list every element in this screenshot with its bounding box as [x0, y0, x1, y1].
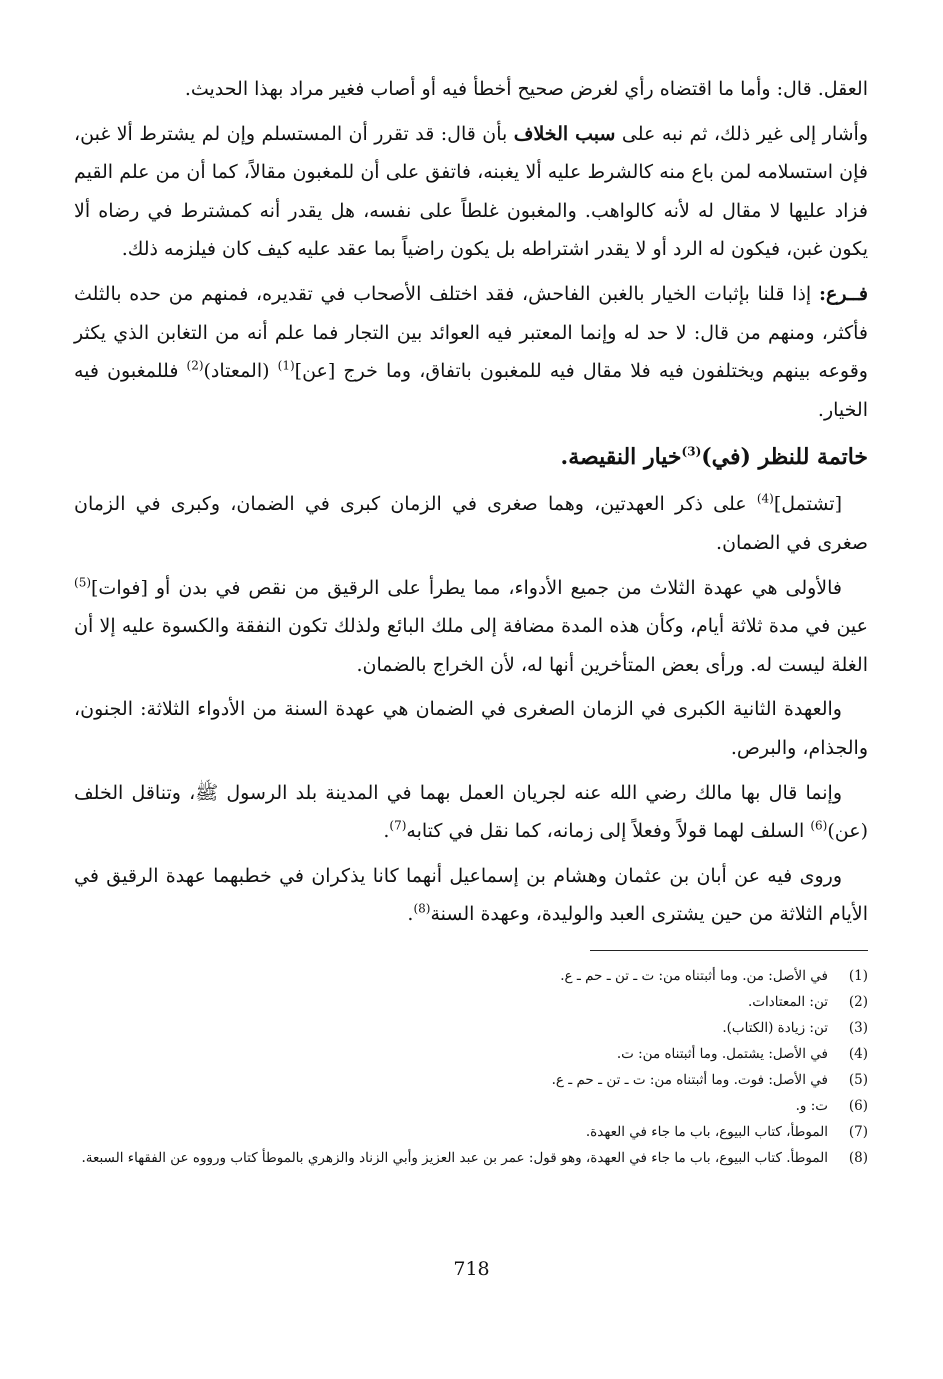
- footnote-text: تن: زيادة (الكتاب).: [722, 1020, 828, 1036]
- footnote-marker-1: (1): [277, 358, 295, 373]
- paragraph-1-text: العقل. قال: وأما ما اقتضاه رأي لغرض صحيح أخطأ فيه أو أصاب فغير مراد بهذا الحديث.: [184, 78, 868, 100]
- paragraph-3-bold-term: فــرع:: [818, 282, 868, 305]
- paragraph-8-text-a: وروى فيه عن أبان بن عثمان وهشام بن إسماعيل أنهما كانا يذكران في خطبهما عهدة الرقيق في الأيام الثلاثة من حين يشترى العبد والوليدة، وعهدة السنة: [74, 864, 868, 926]
- footnote-item: [74, 1067, 868, 1093]
- footnote-marker-6: (6): [810, 818, 828, 833]
- paragraph-5-text-b: عين في مدة ثلاثة أيام، وكأن هذه المدة مضافة إلى ملك البائع ولذلك تكون النفقة والكسوة عليه إلا أن الغلة ليست له. ورأى بعض المتأخرين أنها له، لأن الخراج بالضمان.: [74, 615, 868, 676]
- paragraph-2-text-b: بأن قال: قد تقرر أن المستسلم وإن لم يشترط ألا غبن، فإن استسلامه لمن باع منه كالشرط عليه ألا يغبنه، فاتفق على أن للمغبون مقالاً، كما أن من علم القيم فزاد عليها لا مقال له لأنه كالواهب. والمغبون غلطاً على نفسه، هل يقدر أنه كمشترط في رضاه ألا يكون غبن، فيكون له الرد أو لا يقدر اشتراطه بل يكون راضياً بما عقد عليه كيف كان فيلزمه ذلك.: [74, 122, 868, 261]
- footnote-marker-8: (8): [413, 901, 431, 916]
- footnote-text: الموطأ. كتاب البيوع، باب ما جاء في العهدة، وهو قول: عمر بن عبد العزيز وأبي الزناد والزهري بالموطأ كتاب ورووه عن الفقهاء السبعة.: [81, 1150, 828, 1166]
- footnote-item: [74, 1041, 868, 1067]
- paragraph-3-text-a: إذا قلنا بإثبات الخيار بالغبن الفاحش، فقد اختلف الأصحاب في تقديره، فمنهم من حده بالثلث فأكثر، ومنهم من قال: لا حد له وإنما المعتبر فيه العوائد بين التجار فما علم أنه من التغابن الذي يكثر وقوعه بينهم ويختلفون فيه فلا مقال فيه للمغبون باتفاق، وما خرج [عن]: [74, 282, 868, 383]
- section-heading: [74, 435, 868, 479]
- footnote-text: ت: و.: [795, 1098, 828, 1114]
- paragraph-8: [74, 857, 868, 934]
- heading-text-b: خيار النقيصة.: [560, 444, 682, 471]
- paragraph-6-text: والعهدة الثانية الكبرى في الزمان الصغرى في الضمان هي عهدة السنة من الأدواء الثلاثة: الجنون، والجذام، والبرص.: [74, 698, 868, 759]
- paragraph-7: [74, 774, 868, 851]
- footnote-text: في الأصل: من. وما أثبتناه من: ت ـ تن ـ حم ـ ع.: [560, 968, 828, 984]
- paragraph-6: [74, 690, 868, 767]
- paragraph-7-text-c: .: [383, 820, 390, 843]
- footnote-item: [74, 989, 868, 1015]
- footnote-number: (4): [848, 1046, 868, 1062]
- main-text: [74, 70, 868, 940]
- footnote-item: [74, 963, 868, 989]
- footnote-text: الموطأ، كتاب البيوع، باب ما جاء في العهدة.: [585, 1124, 828, 1140]
- paragraph-2: [74, 115, 868, 269]
- footnote-number: (5): [848, 1072, 868, 1088]
- paragraph-8-text-b: .: [407, 903, 414, 926]
- paragraph-7-text-a: وإنما قال بها مالك رضي الله عنه لجريان العمل بهما في المدينة بلد الرسول ﷺ، وتناقل الخلف (عن): [74, 781, 868, 843]
- paragraph-5-text-a: فالأولى هي عهدة الثلاث من جميع الأدواء، مما يطرأ على الرقيق من نقص في بدن أو [فوات]: [91, 576, 842, 599]
- footnote-text: في الأصل: فوت. وما أثبتناه من: ت ـ تن ـ حم ـ ع.: [551, 1072, 828, 1088]
- paragraph-2-bold-term: سبب الخلاف: [513, 122, 616, 145]
- footnote-text: تن: المعتادات.: [747, 994, 828, 1010]
- paragraph-7-text-b: السلف لهما قولاً وفعلاً إلى زمانه، كما نقل في كتابه: [406, 820, 811, 843]
- paragraph-1: [74, 70, 868, 109]
- footnote-item: [74, 1093, 868, 1119]
- footnote-item: [74, 1119, 868, 1145]
- footnote-item: [74, 1015, 868, 1041]
- paragraph-2-text-a: وأشار إلى غير ذلك، ثم نبه على: [615, 122, 869, 145]
- paragraph-3-text-c: فللمغبون فيه الخيار.: [74, 360, 868, 421]
- footnote-marker-7: (7): [389, 818, 407, 833]
- footnote-number: (3): [848, 1020, 868, 1036]
- footnote-text: في الأصل: يشتمل. وما أثبتناه من: ت.: [616, 1046, 828, 1062]
- paragraph-5: [74, 569, 868, 685]
- paragraph-3: [74, 275, 868, 429]
- footnote-marker-2: (2): [186, 358, 204, 373]
- footnote-marker-3: (3): [681, 445, 702, 460]
- footnotes-list: [74, 963, 868, 1171]
- paragraph-4-text-b: على ذكر العهدتين، وهما صغرى في الزمان كبرى في الضمان، وكبرى في الزمان صغرى في الضمان.: [74, 493, 868, 554]
- footnote-number: (1): [848, 968, 868, 984]
- footnote-marker-4: (4): [756, 492, 774, 507]
- heading-text-a: خاتمة للنظر (في): [701, 444, 868, 471]
- footnote-item: [74, 1145, 868, 1171]
- paragraph-4: [74, 485, 868, 562]
- page-number: 718: [453, 1258, 490, 1280]
- footnote-number: (6): [848, 1098, 868, 1114]
- footnote-number: (8): [848, 1150, 868, 1166]
- paragraph-4-text-a: [تشتمل]: [773, 493, 842, 516]
- footnote-number: (7): [848, 1124, 868, 1140]
- footnote-marker-5: (5): [74, 575, 92, 590]
- paragraph-3-text-b: (المعتاد): [203, 360, 278, 383]
- footnote-divider: [590, 950, 868, 951]
- footnote-number: (2): [848, 994, 868, 1010]
